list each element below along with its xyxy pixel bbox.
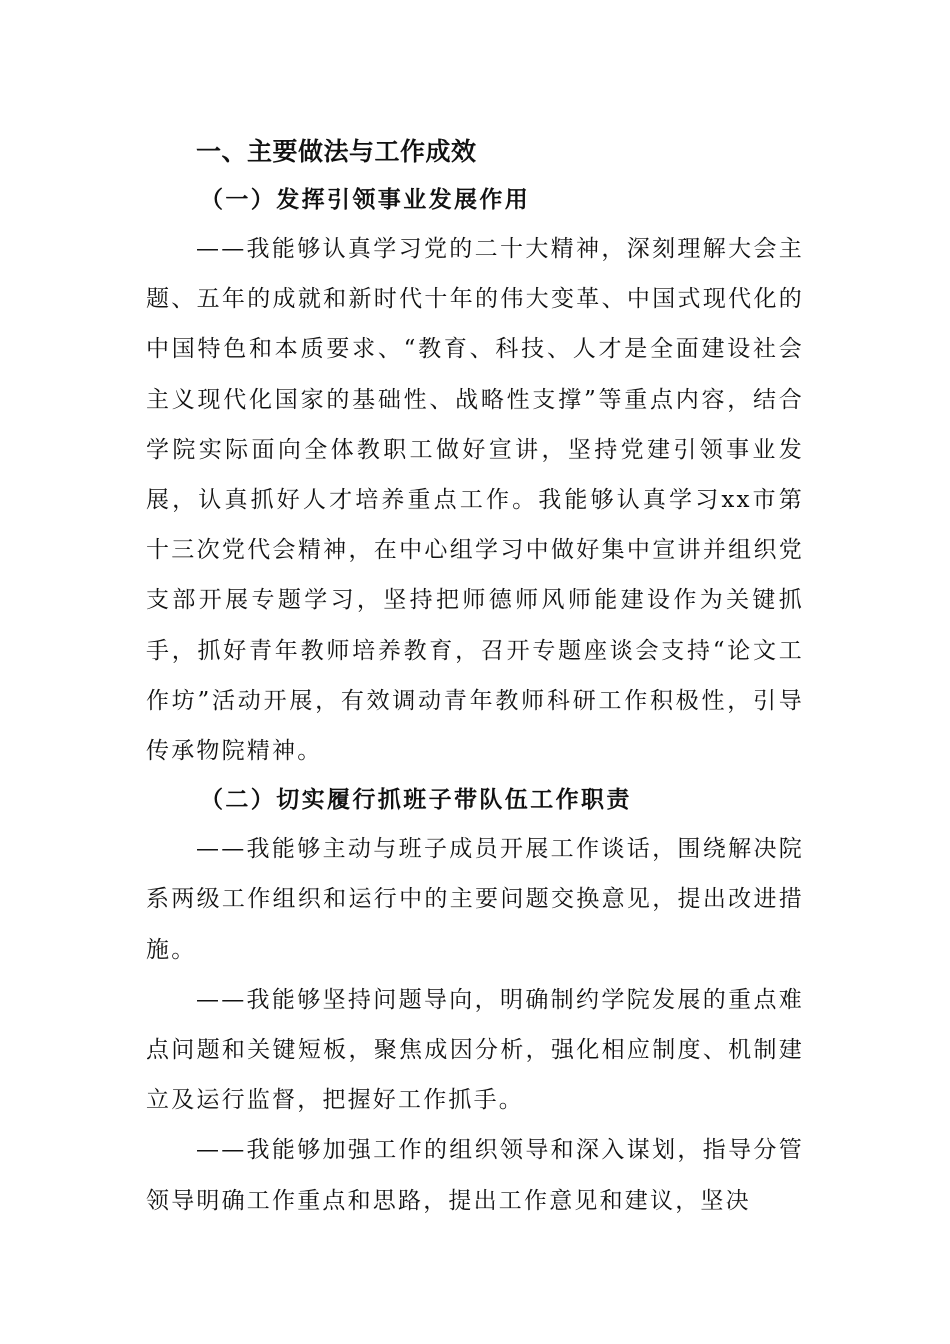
paragraph: ——我能够认真学习党的二十大精神，深刻理解大会主题、五年的成就和新时代十年的伟大变革、中国式现代化的中国特色和本质要求、“教育、科技、人才是全面建设社会主义现代化国家的基础性、战略性支撑”等重点内容，结合学院实际面向全体教职工做好宣讲，坚持党建引领事业发展，认真抓好人才培养重点工作。我能够认真学习xx市第十三次党代会精神，在中心组学习中做好集中宣讲并组织党支部开展专题学习，坚持把师德师风师能建设作为关键抓手，抓好青年教师培养教育，召开专题座谈会支持“论文工作坊”活动开展，有效调动青年教师科研工作积极性，引导传承物院精神。 [146, 236, 804, 765]
paragraph: ——我能够主动与班子成员开展工作谈话，围绕解决院系两级工作组织和运行中的主要问题交换意见，提出改进措施。 [146, 836, 804, 963]
document-body [146, 128, 804, 1226]
subsection-heading-2: （二）切实履行抓班子带队伍工作职责 [200, 786, 632, 814]
subsection-heading-1: （一）发挥引领事业发展作用 [200, 186, 531, 213]
paragraph: ——我能够坚持问题导向，明确制约学院发展的重点难点问题和关键短板，聚焦成因分析，强化相应制度、机制建立及运行监督，把握好工作抓手。 [146, 986, 804, 1114]
paragraph: ——我能够加强工作的组织领导和深入谋划，指导分管领导明确工作重点和思路，提出工作意见和建议，坚决 [146, 1137, 804, 1214]
section-heading: 一、主要做法与工作成效 [196, 137, 477, 166]
